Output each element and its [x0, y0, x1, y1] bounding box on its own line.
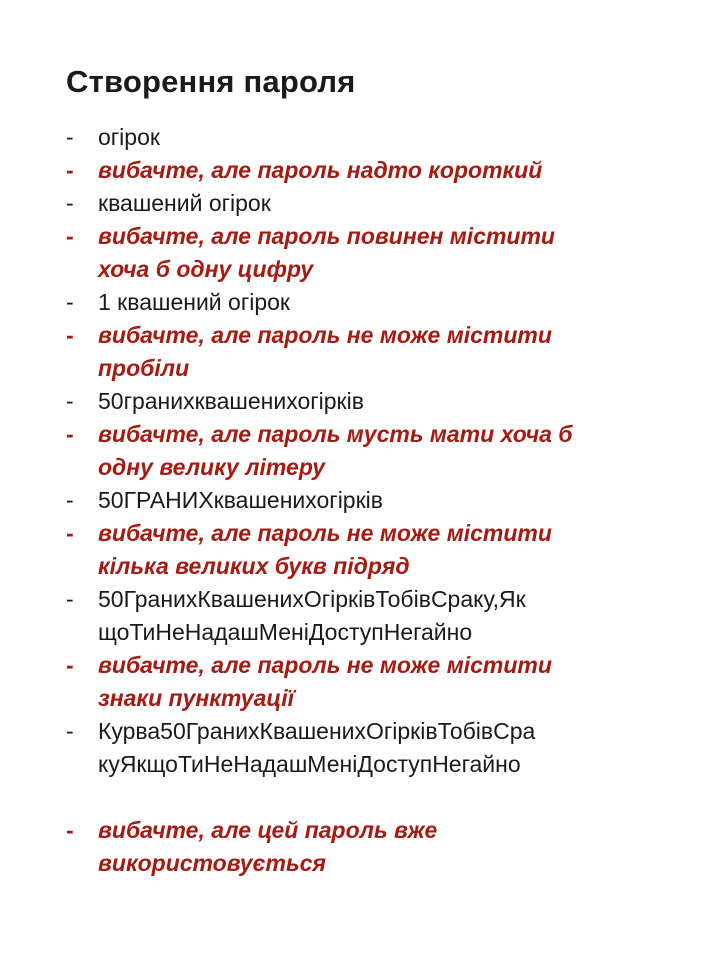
- entry-line: вибачте, але цей пароль вже: [98, 817, 438, 843]
- entry-text: [98, 583, 686, 649]
- entry-text: [98, 154, 686, 187]
- error-message: [66, 220, 686, 286]
- entry-line: використовується: [98, 850, 326, 876]
- list-dash: -: [66, 817, 74, 843]
- password-attempt: [66, 583, 686, 649]
- password-attempt: [66, 385, 686, 418]
- entry-text: [98, 385, 686, 418]
- error-message: [66, 154, 686, 187]
- entry-text: [98, 187, 686, 220]
- error-message: [66, 418, 686, 484]
- entry-line: 1 квашений огірок: [98, 289, 290, 315]
- entry-text: [98, 418, 686, 484]
- list-dash: -: [66, 388, 74, 414]
- list-dash: -: [66, 223, 74, 249]
- list-dash: -: [66, 520, 74, 546]
- entry-line: хоча б одну цифру: [98, 256, 314, 282]
- error-message: [66, 649, 686, 715]
- entry-line: одну велику літеру: [98, 454, 326, 480]
- entry-text: [98, 121, 686, 154]
- entry-line: щоТиНеНадашМеніДоступНегайно: [98, 619, 473, 645]
- entry-line: вибачте, але пароль не може містити: [98, 322, 552, 348]
- list-dash: -: [66, 718, 74, 744]
- password-attempt: [66, 715, 686, 781]
- entry-line: 50ГРАНИХквашенихогірків: [98, 487, 383, 513]
- list-dash: -: [66, 190, 74, 216]
- password-attempt: [66, 187, 686, 220]
- password-attempt: [66, 286, 686, 319]
- entry-line: вибачте, але пароль не може містити: [98, 520, 552, 546]
- entry-line: пробіли: [98, 355, 190, 381]
- list-dash: -: [66, 289, 74, 315]
- entry-line: 50ГранихКвашенихОгірківТобівСраку,Як: [98, 586, 526, 612]
- entry-text: [98, 319, 686, 385]
- entry-line: вибачте, але пароль повинен містити: [98, 223, 555, 249]
- password-attempt: [66, 121, 686, 154]
- entry-line: куЯкщоТиНеНадашМеніДоступНегайно: [98, 751, 521, 777]
- entry-line: 50гранихквашенихогірків: [98, 388, 364, 414]
- entry-line: квашений огірок: [98, 190, 271, 216]
- page-title: Створення пароля: [66, 64, 356, 99]
- entry-line: вибачте, але пароль не може містити: [98, 652, 552, 678]
- entry-line: вибачте, але пароль мусть мати хоча б: [98, 421, 573, 447]
- error-message: [66, 517, 686, 583]
- entry-line: кілька великих букв підряд: [98, 553, 410, 579]
- list-dash: -: [66, 487, 74, 513]
- entry-text: [98, 715, 686, 781]
- entry-text: [98, 286, 686, 319]
- entry-text: [98, 517, 686, 583]
- error-message: [66, 319, 686, 385]
- list-dash: -: [66, 124, 74, 150]
- error-message: [66, 814, 686, 880]
- entry-line: огірок: [98, 124, 160, 150]
- entry-line: знаки пунктуації: [98, 685, 295, 711]
- entry-text: [98, 484, 686, 517]
- entry-line: вибачте, але пароль надто короткий: [98, 157, 543, 183]
- password-attempt: [66, 484, 686, 517]
- entry-text: [98, 220, 686, 286]
- list-dash: -: [66, 652, 74, 678]
- list-dash: -: [66, 586, 74, 612]
- entry-text: [98, 649, 686, 715]
- entry-text: [98, 814, 686, 880]
- list-dash: -: [66, 322, 74, 348]
- list-dash: -: [66, 157, 74, 183]
- list-dash: -: [66, 421, 74, 447]
- entry-line: Курва50ГранихКвашенихОгірківТобівСра: [98, 718, 536, 744]
